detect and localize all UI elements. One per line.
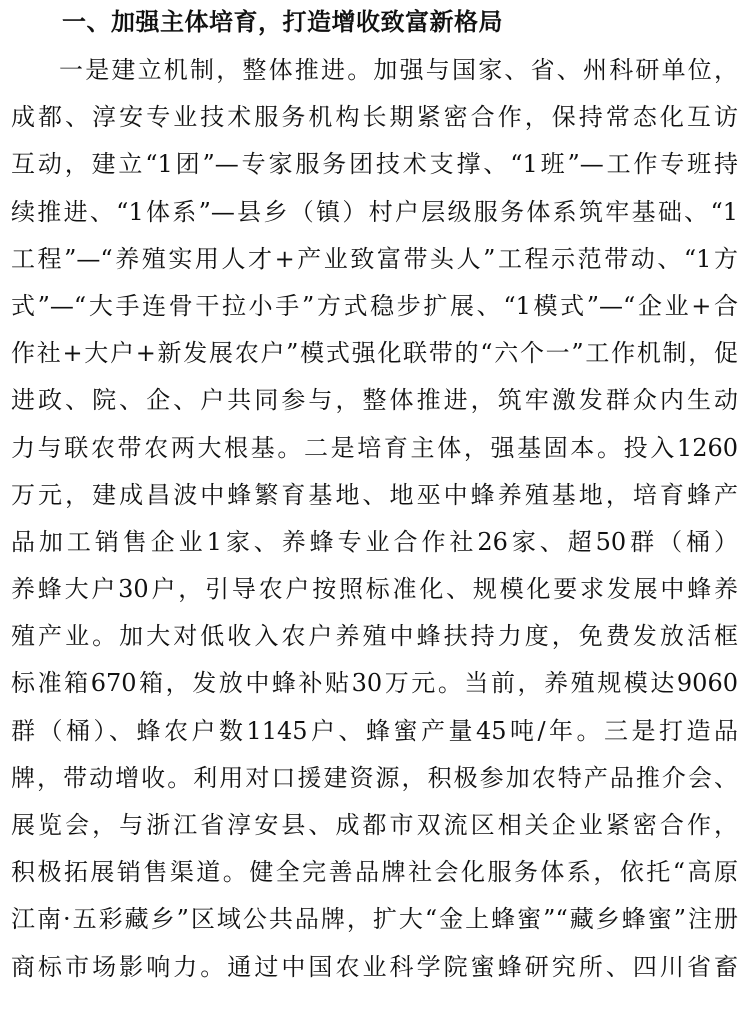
text-line: 标准箱670箱，发放中蜂补贴30万元。当前，养殖规模达9060 xyxy=(11,669,738,698)
text-line: 力与联农带农两大根基。二是培育主体，强基固本。投入1260 xyxy=(11,433,738,462)
section-heading: 一、加强主体培育，打造增收致富新格局 xyxy=(62,8,503,36)
body-paragraph xyxy=(0,47,750,991)
text-line: 展览会，与浙江省淳安县、成都市双流区相关企业紧密合作， xyxy=(11,811,738,839)
text-line: 牌，带动增收。利用对口援建资源，积极参加农特产品推介会、 xyxy=(11,763,738,792)
text-line: 工程”—“养殖实用人才+产业致富带头人”工程示范带动、“1方 xyxy=(11,244,738,273)
text-line: 一是建立机制，整体推进。加强与国家、省、州科研单位， xyxy=(59,56,738,84)
text-line: 作社+大户+新发展农户”模式强化联带的“六个一”工作机制，促 xyxy=(11,339,738,368)
text-line: 养蜂大户30户，引导农户按照标准化、规模化要求发展中蜂养 xyxy=(11,575,738,604)
text-line: 品加工销售企业1家、养蜂专业合作社26家、超50群（桶） xyxy=(11,527,738,556)
text-line: 成都、淳安专业技术服务机构长期紧密合作，保持常态化互访 xyxy=(11,103,738,132)
text-line: 式”—“大手连骨干拉小手”方式稳步扩展、“1模式”—“企业+合 xyxy=(11,291,738,320)
text-line: 江南·五彩藏乡”区域公共品牌，扩大“金上蜂蜜”“藏乡蜂蜜”注册 xyxy=(11,905,738,934)
text-line: 群（桶）、蜂农户数1145户、蜂蜜产量45吨/年。三是打造品 xyxy=(11,716,738,745)
text-line: 进政、院、企、户共同参与，整体推进，筑牢激发群众内生动 xyxy=(11,386,738,415)
text-line: 互动，建立“1团”—专家服务团技术支撑、“1班”—工作专班持 xyxy=(11,150,738,179)
text-line: 殖产业。加大对低收入农户养殖中蜂扶持力度，免费发放活框 xyxy=(11,622,738,651)
text-line: 商标市场影响力。通过中国农业科学院蜜蜂研究所、四川省畜 xyxy=(11,952,738,981)
text-line: 万元，建成昌波中蜂繁育基地、地巫中蜂养殖基地，培育蜂产 xyxy=(11,480,738,509)
text-line: 续推进、“1体系”—县乡（镇）村户层级服务体系筑牢基础、“1 xyxy=(11,197,738,226)
text-line: 积极拓展销售渠道。健全完善品牌社会化服务体系，依托“高原 xyxy=(11,858,738,887)
